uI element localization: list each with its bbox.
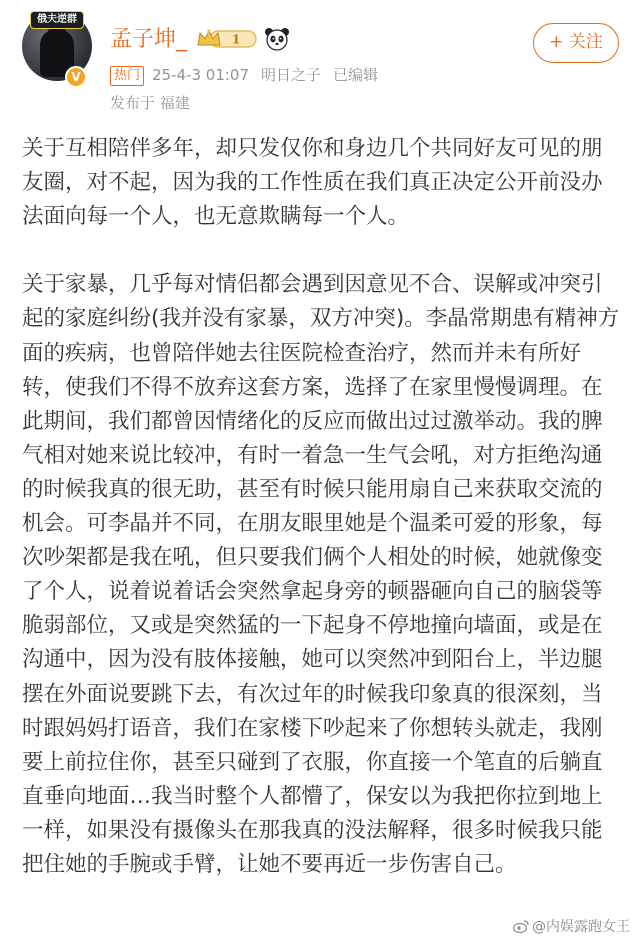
edited-label[interactable]: 已编辑 — [333, 66, 379, 84]
paragraph-spacer — [22, 234, 622, 268]
post-paragraph: 关于互相陪伴多年，却只发仅你和身边几个共同好友可见的朋友圈，对不起，因为我的工作性质在我们真正决定公开前没办法面向每一个人，也无意欺瞒每一个人。 — [22, 136, 603, 230]
weibo-icon — [513, 919, 529, 933]
hot-tag: 热门 — [110, 66, 144, 86]
watermark — [513, 916, 630, 938]
watermark-text: @内娱露跑女王 — [532, 919, 630, 935]
post-source[interactable]: 明日之子 — [261, 66, 322, 84]
avatar-tag: 俄夫逆群 — [30, 11, 84, 29]
vip-badge-icon: V — [65, 66, 87, 88]
post-paragraph: 关于家暴，几乎每对情侣都会遇到因意见不合、误解或冲突引起的家庭纠纷(我并没有家暴，双方冲突)。李晶常期患有精神方面的疾病，也曾陪伴她去往医院检查治疗，然而并未有所好转，使我们不得不放弃这套方案，选择了在家里慢慢调理。在此期间，我们都曾因情绪化的反应而做出过过激举动。我的脾气相对她来说比较冲，有时一着急一生气会吼，对方拒绝沟通的时候我真的很无助，甚至有时候只能用扇自己来获取交流的机会。可李晶并不同，在朋友眼里她是个温柔可爱的形象，每次吵架都是我在吼，但只要我们俩个人相处的时候，她就像变了个人，说着说着话会突然拿起身旁的顿器砸向自己的脑袋等脆弱部位，又或是突然猛的一下起身不停地撞向墙面，或是在沟通中，因为没有肢体接触，她可以突然冲到阳台上，半边腿摆在外面说要跳下去，有次过年的时候我印象真的很深刻，当时跟妈妈打语音，我们在家楼下吵起来了你想转头就走，我刚要上前拉住你，甚至只碰到了衣服，你直接一个笔直的后躺直直垂向地面…我当时整个人都懵了，保安以为我把你拉到地上一样，如果没有摄像头在那我真的没法解释，很多时候我只能把住她的手腕或手臂，让她不要再近一步伤害自己。 — [22, 272, 620, 877]
panda-icon — [264, 26, 290, 52]
post-location: 发布于 福建 — [110, 94, 190, 112]
username[interactable]: 孟子坤_ — [110, 27, 188, 52]
post-content — [22, 132, 622, 882]
post-date: 25-4-3 01:07 — [152, 66, 250, 84]
crown-badge-icon — [196, 28, 260, 50]
follow-button[interactable]: + 关注 — [533, 23, 619, 63]
level-badge-text: 1 — [231, 32, 241, 47]
post-header — [0, 0, 640, 120]
post-meta — [110, 64, 378, 86]
